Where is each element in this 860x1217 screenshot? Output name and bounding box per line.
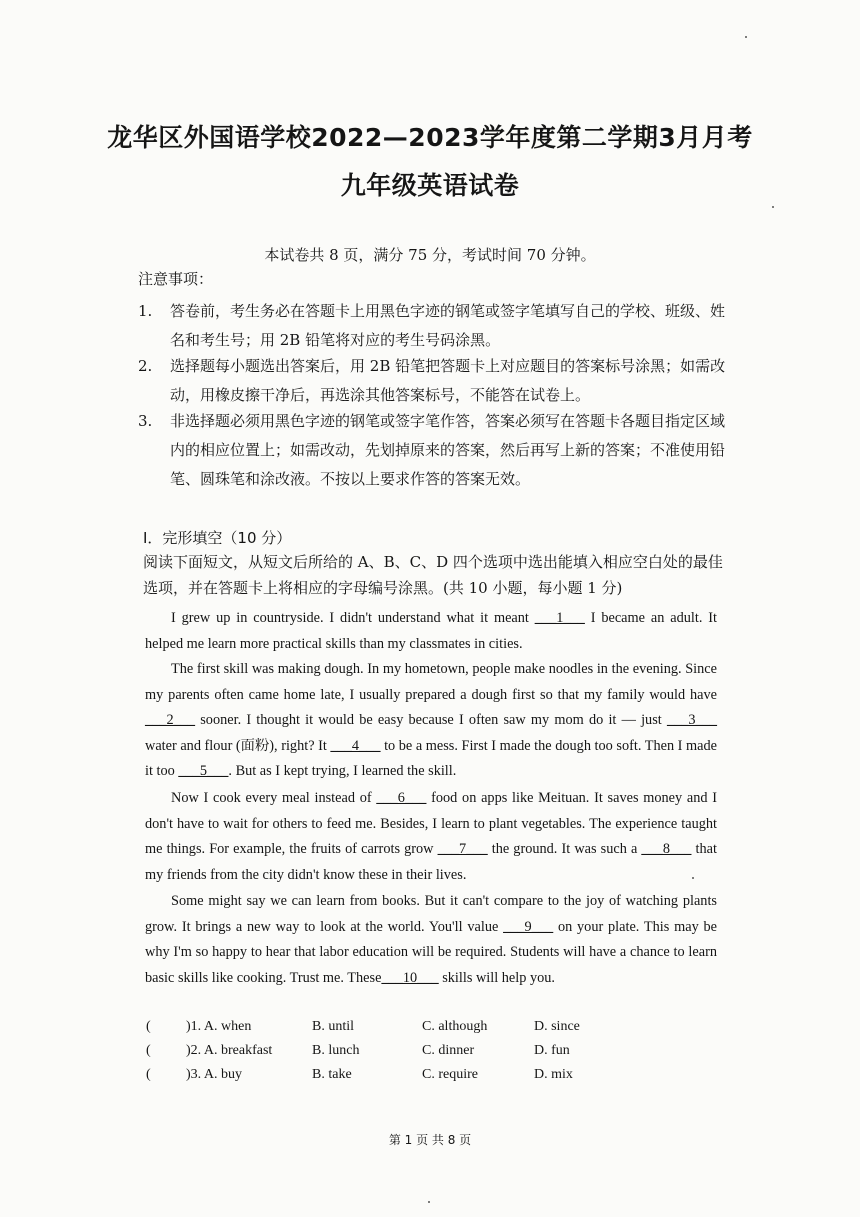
answer-blank: ___10___ [381, 969, 439, 986]
notice-item [138, 352, 738, 410]
scan-speck [772, 206, 774, 208]
page-footer: 第 1 页 共 8 页 [388, 1133, 472, 1147]
scan-speck [428, 1201, 430, 1203]
option-a: )3. A. buy [186, 1067, 242, 1082]
question-row [146, 1019, 706, 1043]
passage-text: to be a mess. First I made the dough too soft. Then I made it too [145, 737, 717, 780]
answer-paren: ( [146, 1019, 151, 1034]
passage-text: sooner. I thought it would be easy because I often saw my mom do it — just [195, 712, 667, 729]
notice-item-number: 3. [138, 412, 153, 430]
notice-item-text: 非选择题必须用黑色字迹的钢笔或签字笔作答，答案必须写在答题卡各题目指定区域内的相应位置上；如需改动，先划掉原来的答案，然后再写上新的答案；不准使用铅笔、圆珠笔和涂改液。不按以上要求作答的答案无效。 [170, 412, 726, 488]
option-a: )2. A. breakfast [186, 1043, 273, 1058]
notice-item-number: 2. [138, 357, 153, 375]
answer-blank: ___9___ [503, 918, 554, 935]
option-b: B. lunch [312, 1043, 360, 1058]
exam-info: 本试卷共 8 页，满分 75 分，考试时间 70 分钟。 [264, 246, 596, 264]
passage-text: that my friends from the city didn't know these in their lives. [145, 841, 717, 883]
option-d: D. mix [534, 1067, 573, 1082]
option-a: )1. A. when [186, 1019, 252, 1034]
passage-text: . But as I kept trying, I learned the skill. [228, 763, 457, 780]
scan-speck [745, 36, 747, 38]
question-row [146, 1067, 706, 1091]
passage-paragraph [145, 786, 717, 888]
exam-title: 龙华区外国语学校2022—2023学年度第二学期3月月考 [107, 123, 753, 152]
scan-speck [692, 877, 694, 879]
answer-blank: ___2___ [145, 712, 196, 729]
passage-text: Now I cook every meal instead of [171, 790, 377, 806]
passage-text: food on apps like Meituan. It saves money and I don't have to wait for others to feed me. Besides, I learn to plant vegetables. The experience taught me things. For example, the fruits of carrots grow [145, 790, 718, 858]
answer-paren: ( [146, 1067, 151, 1082]
section-heading: I．完形填空（10 分） [143, 529, 292, 547]
answer-blank: ___6___ [376, 790, 427, 806]
section-instructions: 阅读下面短文，从短文后所给的 A、B、C、D 四个选项中选出能填入相应空白处的最佳选项，并在答题卡上将相应的字母编号涂黑。(共 10 小题，每小题 1 分) [143, 553, 723, 597]
notice-item-text: 选择题每小题选出答案后，用 2B 铅笔把答题卡上对应题目的答案标号涂黑；如需改动，用橡皮擦干净后，再选涂其他答案标号，不能答在试卷上。 [170, 357, 726, 404]
passage-paragraph [145, 657, 717, 785]
option-b: B. until [312, 1019, 355, 1034]
answer-blank: ___7___ [437, 841, 488, 858]
answer-blank: ___8___ [641, 841, 692, 858]
option-d: D. since [534, 1019, 580, 1034]
notice-item [138, 297, 738, 355]
passage-paragraph [145, 889, 717, 991]
answer-paren: ( [146, 1043, 151, 1058]
passage-text: The first skill was making dough. In my hometown, people make noodles in the evening. Since my parents often came home late, I usually prepared a dough first so that my family would have [145, 661, 717, 703]
question-row [146, 1043, 706, 1067]
option-b: B. take [312, 1067, 352, 1082]
option-c: C. require [422, 1067, 478, 1082]
passage-text: water and flour (面粉), right? It [145, 737, 331, 754]
passage-text: I grew up in countryside. I didn't understand what it meant [171, 610, 535, 626]
passage-text: Some might say we can learn from books. But it can't compare to the joy of watching plants grow. It brings a new way to look at the world. You'll value [145, 893, 717, 935]
passage-paragraph [145, 606, 717, 657]
answer-blank: ___3___ [666, 712, 717, 729]
passage-text: I became an adult. It helped me learn more practical skills than my classmates in cities. [145, 610, 717, 652]
option-c: C. dinner [422, 1043, 475, 1058]
notice-item [138, 407, 738, 494]
notice-heading: 注意事项： [138, 270, 214, 288]
exam-subtitle: 九年级英语试卷 [340, 171, 520, 200]
passage-text: the ground. It was such a [487, 841, 642, 858]
notice-item-number: 1. [138, 302, 153, 320]
passage-text: on your plate. This may be why I'm so happy to hear that labor education will be required. Students will have a chance to learn basic skills like cooking. Trust me. These [145, 918, 718, 986]
answer-blank: ___5___ [178, 763, 229, 780]
option-c: C. although [422, 1019, 488, 1034]
answer-blank: ___4___ [330, 737, 381, 754]
option-d: D. fun [534, 1043, 570, 1058]
passage-text: skills will help you. [438, 969, 555, 986]
notice-item-text: 答卷前，考生务必在答题卡上用黑色字迹的钢笔或签字笔填写自己的学校、班级、姓名和考生号；用 2B 铅笔将对应的考生号码涂黑。 [170, 302, 726, 349]
answer-blank: ___1___ [534, 610, 585, 626]
